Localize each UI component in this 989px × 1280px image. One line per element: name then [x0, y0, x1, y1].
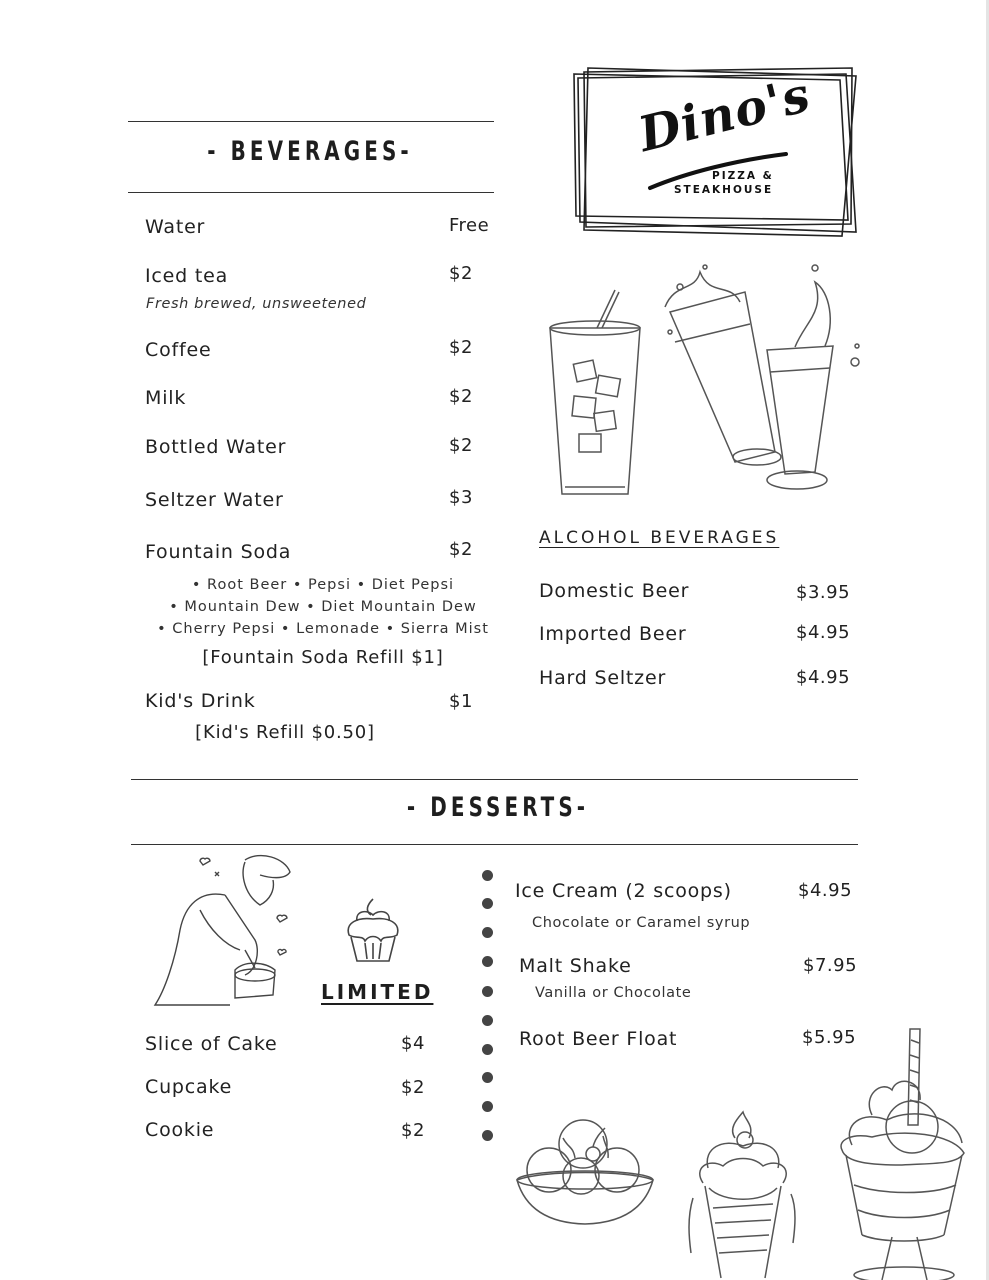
alcohol-item-price: $4.95	[796, 622, 851, 643]
limited-item-price: $4	[401, 1033, 425, 1054]
beverages-bottom-rule	[128, 192, 494, 193]
alcohol-heading: ALCOHOL BEVERAGES	[539, 528, 780, 548]
beverages-heading: - BEVERAGES-	[207, 136, 413, 167]
alcohol-item-name: Hard Seltzer	[539, 667, 667, 689]
beverage-item-price: $2	[449, 539, 473, 560]
beverage-item-price: $3	[449, 487, 473, 508]
beverages-top-rule	[128, 121, 494, 122]
beverage-item-price: $1	[449, 691, 473, 712]
drinks-illustration	[545, 262, 865, 512]
beverage-item-name: Water	[145, 216, 206, 238]
divider-dot	[482, 1044, 493, 1055]
soda-flavors-line: • Mountain Dew • Diet Mountain Dew	[169, 599, 477, 615]
dessert-item-name: Root Beer Float	[519, 1028, 678, 1050]
soda-flavors-line: • Root Beer • Pepsi • Diet Pepsi	[191, 577, 455, 593]
beverage-item-name: Milk	[145, 387, 187, 409]
desserts-top-rule	[131, 779, 858, 780]
divider-dot	[482, 870, 493, 881]
divider-dot	[482, 1130, 493, 1141]
divider-dot	[482, 956, 493, 967]
dessert-item-name: Ice Cream (2 scoops)	[515, 880, 732, 902]
limited-item-price: $2	[401, 1077, 425, 1098]
soda-refill-note: [Fountain Soda Refill $1]	[202, 647, 444, 668]
divider-dot	[482, 1101, 493, 1112]
alcohol-item-name: Domestic Beer	[539, 580, 690, 602]
beverage-item-price: $2	[449, 263, 473, 284]
alcohol-item-price: $4.95	[796, 667, 851, 688]
beverage-item-name: Kid's Drink	[145, 690, 256, 712]
ice-cream-bowl-illustration	[513, 1118, 658, 1238]
dessert-item-price: $7.95	[803, 955, 858, 976]
kids-refill-note: [Kid's Refill $0.50]	[195, 722, 375, 743]
baker-illustration	[145, 850, 305, 1010]
alcohol-item-price: $3.95	[796, 582, 851, 603]
dessert-item-desc: Chocolate or Caramel syrup	[532, 915, 751, 931]
beverage-item-desc: Fresh brewed, unsweetened	[146, 296, 367, 312]
dessert-item-name: Malt Shake	[519, 955, 632, 977]
limited-item-name: Cupcake	[145, 1076, 233, 1098]
soda-flavors-line: • Cherry Pepsi • Lemonade • Sierra Mist	[157, 621, 489, 637]
beverage-item-name: Fountain Soda	[145, 541, 292, 563]
alcohol-item-name: Imported Beer	[539, 623, 687, 645]
beverage-item-price: $2	[449, 435, 473, 456]
beverage-item-price: $2	[449, 386, 473, 407]
limited-item-price: $2	[401, 1120, 425, 1141]
dessert-item-price: $4.95	[798, 880, 853, 901]
logo-name: Dino's	[633, 66, 817, 164]
logo-subtitle-line2: STEAKHOUSE	[674, 184, 774, 196]
divider-dot	[482, 898, 493, 909]
beverage-item-name: Coffee	[145, 339, 212, 361]
desserts-heading: - DESSERTS-	[406, 792, 590, 823]
beverage-item-name: Iced tea	[145, 265, 229, 287]
root-beer-float-illustration	[832, 1025, 972, 1280]
dessert-item-price: $5.95	[802, 1027, 857, 1048]
beverage-item-price: $2	[449, 337, 473, 358]
limited-item-name: Cookie	[145, 1119, 215, 1141]
divider-dot	[482, 1072, 493, 1083]
beverage-item-name: Seltzer Water	[145, 489, 284, 511]
limited-item-name: Slice of Cake	[145, 1033, 278, 1055]
beverage-item-name: Bottled Water	[145, 436, 287, 458]
divider-dot	[482, 927, 493, 938]
desserts-bottom-rule	[131, 844, 858, 845]
beverage-item-price: Free	[449, 215, 490, 236]
divider-dot	[482, 1015, 493, 1026]
malt-shake-illustration	[683, 1108, 803, 1278]
limited-label: LIMITED	[321, 980, 434, 1004]
logo-subtitle-line1: PIZZA &	[712, 170, 774, 182]
divider-dot	[482, 986, 493, 997]
dessert-item-desc: Vanilla or Chocolate	[535, 985, 692, 1001]
cupcake-icon	[343, 895, 403, 965]
